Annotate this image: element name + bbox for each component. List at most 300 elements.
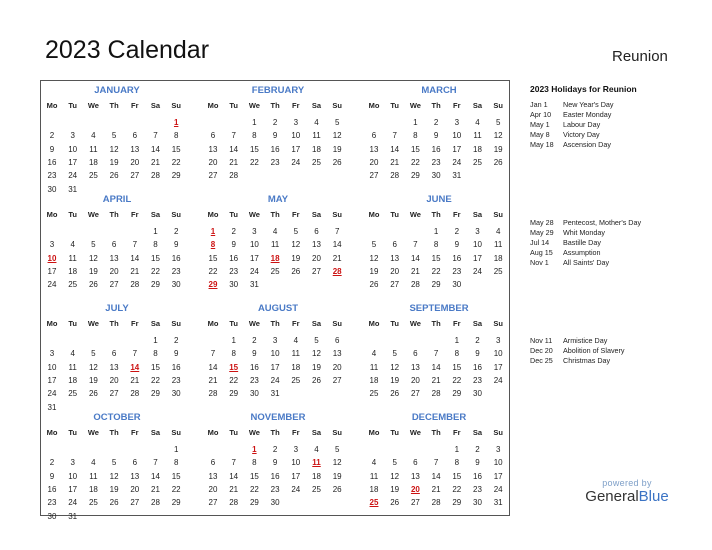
weekday-header: Th [109,101,119,110]
calendar-day: 18 [369,375,379,385]
calendar-day: 28 [151,498,160,508]
calendar-day: 4 [475,118,480,127]
weekday-header: Sa [311,319,322,328]
calendar-day: 19 [332,471,342,481]
calendar-day: 14 [410,253,420,263]
calendar-day: 27 [130,171,140,181]
calendar-day: 25 [493,266,503,276]
calendar-day: 9 [272,458,278,468]
calendar-day: 26 [312,375,321,385]
calendar-day: 20 [208,484,218,494]
calendar-day: 15 [249,471,259,481]
calendar-day: 11 [494,240,503,250]
holiday-day: 29 [208,280,218,290]
calendar-day: 13 [130,471,140,481]
calendar-day: 18 [88,484,98,494]
calendar-day: 8 [433,240,439,250]
calendar-day: 8 [413,131,418,141]
powered-by-text: powered by [602,478,652,488]
weekday-header: Sa [311,101,322,110]
weekday-header: Tu [390,428,399,437]
calendar-day: 1 [173,445,179,454]
calendar-day: 30 [473,389,482,399]
weekday-header: Su [171,428,181,437]
holiday-day: 20 [410,484,420,494]
calendar-day: 23 [270,484,280,494]
holiday-name: Armistice Day [563,336,608,345]
calendar-day: 4 [495,227,501,236]
calendar-day: 16 [171,362,181,372]
calendar-day: 8 [252,131,257,141]
calendar-day: 25 [88,171,98,181]
calendar-day: 13 [130,144,140,154]
calendar-day: 3 [70,458,75,468]
calendar-day: 21 [410,266,420,276]
calendar-day: 30 [171,389,181,399]
calendar-day: 26 [88,280,98,290]
weekday-header: Th [431,101,441,110]
weekday-header: Su [332,319,342,328]
holiday-date: May 29 [530,228,554,237]
calendar-day: 7 [153,131,158,141]
calendar-day: 7 [433,458,439,468]
holiday-item [530,140,611,149]
calendar-day: 27 [410,498,420,508]
month-name: JUNE [426,194,452,205]
calendar-day: 22 [249,484,259,494]
calendar-day: 11 [473,131,482,141]
calendar-day: 30 [47,184,57,194]
weekday-header: We [87,210,99,219]
calendar-day: 24 [493,484,503,494]
calendar-day: 7 [413,240,418,250]
calendar-day: 9 [252,349,257,359]
calendar-day: 3 [475,227,480,236]
holiday-item [530,218,641,227]
calendar-day: 15 [171,144,181,154]
month-name: MARCH [421,85,457,96]
calendar-day: 4 [293,336,299,345]
calendar-day: 31 [249,280,259,290]
calendar-day: 24 [68,171,78,181]
holiday-date: Apr 10 [530,110,552,119]
calendar-day: 27 [109,280,119,290]
calendar-day: 14 [130,253,140,263]
weekday-header: We [248,319,260,328]
weekday-header: Th [431,428,441,437]
calendar-day: 17 [291,471,301,481]
calendar-day: 11 [369,362,379,372]
weekday-header: Th [109,210,119,219]
month-name: JANUARY [94,85,140,96]
weekday-header: Fr [131,210,139,219]
weekday-header: Mo [46,101,58,110]
calendar-day: 23 [47,171,57,181]
weekday-header: Mo [368,101,380,110]
calendar-day: 29 [249,498,259,508]
calendar-day: 18 [369,484,379,494]
calendar-day: 12 [332,458,342,468]
calendar-day: 4 [371,349,377,359]
calendar-day: 2 [173,336,179,345]
calendar-day: 22 [431,266,441,276]
calendar-day: 11 [312,131,321,141]
calendar-day: 7 [392,131,397,141]
calendar-day: 12 [390,362,400,372]
calendar-day: 29 [229,389,239,399]
calendar-day: 14 [151,144,160,154]
holiday-name: Whit Monday [563,228,605,237]
calendar-day: 10 [68,471,78,481]
calendar-day: 9 [454,240,460,250]
calendar-day: 13 [410,471,420,481]
calendar-day: 23 [171,266,181,276]
calendar-day: 7 [132,240,138,250]
calendar-day: 5 [314,336,319,345]
holiday-date: Dec 25 [530,356,553,365]
calendar-day: 28 [410,280,420,290]
weekday-header: Su [171,210,181,219]
calendar-day: 29 [410,171,420,181]
calendar-day: 9 [272,131,278,141]
month-name: NOVEMBER [250,412,306,423]
holidays-heading: 2023 Holidays for Reunion [530,84,637,94]
calendar-day: 6 [413,458,418,468]
calendar-day: 2 [433,118,439,127]
calendar-day: 22 [171,157,181,167]
calendar-day: 27 [312,266,321,276]
calendar-day: 19 [390,375,400,385]
weekday-header: We [409,428,421,437]
calendar-day: 23 [431,157,441,167]
weekday-header: Su [171,319,181,328]
calendar-day: 21 [431,375,441,385]
holiday-date: Dec 20 [530,346,553,355]
weekday-header: Th [431,319,441,328]
weekday-header: We [409,101,421,110]
calendar-day: 9 [475,458,480,468]
calendar-day: 11 [369,471,379,481]
calendar-day: 1 [433,227,439,236]
calendar-day: 4 [70,349,75,359]
calendar-day: 5 [91,240,96,250]
calendar-day: 8 [173,131,179,141]
calendar-day: 11 [68,362,77,372]
calendar-day: 6 [210,458,216,468]
calendar-day: 6 [392,240,397,250]
calendar-day: 15 [249,144,259,154]
calendar-day: 13 [410,362,420,372]
holiday-name: Pentecost, Mother's Day [563,218,642,227]
country-label: Reunion [612,48,668,65]
calendar-day: 24 [291,157,301,167]
weekday-header: Tu [229,210,238,219]
calendar-day: 22 [151,266,160,276]
weekday-header: Sa [311,210,322,219]
calendar-day: 20 [109,375,119,385]
month-name: MAY [267,194,289,205]
weekday-header: Su [332,210,342,219]
weekday-header: Tu [229,428,238,437]
calendar-day: 29 [171,171,181,181]
calendar-day: 10 [270,349,280,359]
calendar-day: 5 [495,118,501,127]
calendar-day: 7 [231,458,236,468]
calendar-day: 12 [312,349,321,359]
calendar-day: 8 [454,458,460,468]
holiday-date: May 8 [530,130,550,139]
calendar-day: 28 [229,171,239,181]
calendar-day: 17 [47,266,57,276]
month-name: JULY [105,303,129,314]
holiday-date: Nov 1 [530,258,549,267]
calendar-day: 2 [475,336,480,345]
calendar-day: 5 [334,445,340,454]
calendar-day: 25 [270,266,280,276]
calendar-day: 1 [413,118,418,127]
weekday-header: Tu [390,210,399,219]
calendar-day: 15 [151,362,160,372]
calendar-day: 20 [130,157,140,167]
calendar-day: 19 [88,375,98,385]
calendar-day: 26 [493,157,503,167]
calendar-day: 24 [452,157,462,167]
weekday-header: We [409,319,421,328]
calendar-day: 25 [68,280,78,290]
brand-accent: Blue [638,488,669,505]
calendar-day: 9 [475,349,480,359]
holiday-date: Aug 15 [530,248,553,257]
calendar-day: 2 [475,445,480,454]
calendar-day: 18 [291,362,301,372]
holiday-name: Assumption [563,248,601,257]
calendar-day: 26 [332,484,342,494]
holiday-day: 8 [210,240,216,250]
calendar-day: 9 [231,240,236,250]
weekday-header: We [248,428,260,437]
holiday-item [530,258,609,267]
calendar-day: 23 [270,157,280,167]
calendar-day: 16 [452,253,462,263]
calendar-day: 29 [452,498,462,508]
holiday-name: Christmas Day [563,356,611,365]
weekday-header: Tu [68,210,77,219]
calendar-day: 6 [413,349,418,359]
calendar-day: 10 [291,458,301,468]
weekday-header: Sa [150,101,161,110]
calendar-day: 27 [369,171,379,181]
calendar-day: 29 [151,280,160,290]
calendar-day: 13 [208,144,218,154]
weekday-header: Fr [131,319,139,328]
calendar-day: 26 [109,498,119,508]
calendar-day: 14 [431,471,441,481]
calendar-day: 12 [332,131,342,141]
calendar-day: 16 [270,144,280,154]
calendar-day: 5 [371,240,377,250]
calendar-day: 23 [473,375,482,385]
calendar-day: 3 [70,131,75,141]
calendar-day: 10 [452,131,462,141]
calendar-day: 12 [88,253,98,263]
calendar-day: 1 [252,118,257,127]
calendar-day: 12 [291,240,301,250]
calendar-day: 18 [473,144,482,154]
calendar-day: 3 [252,227,257,236]
calendar-day: 24 [270,375,280,385]
calendar-day: 1 [153,227,158,236]
calendar-day: 21 [130,266,140,276]
calendar-day: 22 [410,157,420,167]
weekday-header: Tu [390,101,399,110]
calendar-day: 19 [88,266,98,276]
holiday-date: May 28 [530,218,554,227]
calendar-day: 7 [153,458,158,468]
calendar-day: 15 [431,253,441,263]
holiday-item [530,130,600,139]
calendar-day: 12 [493,131,503,141]
calendar-day: 30 [47,511,57,521]
calendar-day: 23 [47,498,57,508]
brand-name [584,488,670,505]
holiday-name: Labour Day [563,120,601,129]
calendar-day: 30 [171,280,181,290]
calendar-day: 7 [334,227,340,236]
holiday-name: All Saints' Day [563,258,610,267]
calendar-day: 26 [369,280,379,290]
calendar-day: 26 [332,157,342,167]
holiday-date: Jul 14 [530,238,550,247]
calendar-day: 1 [454,336,460,345]
calendar-day: 20 [332,362,342,372]
calendar-day: 17 [452,144,462,154]
calendar-day: 18 [312,144,321,154]
calendar-day: 26 [109,171,119,181]
calendar-day: 4 [371,458,377,468]
calendar-day: 20 [208,157,218,167]
weekday-header: Sa [311,428,322,437]
calendar-day: 23 [249,375,259,385]
calendar-day: 30 [431,171,441,181]
weekday-header: We [87,101,99,110]
calendar-day: 10 [493,458,503,468]
calendar-day: 19 [390,484,400,494]
calendar-day: 27 [208,171,218,181]
calendar-day: 12 [390,471,400,481]
brand-logo[interactable] [584,478,670,505]
calendar-day: 7 [210,349,216,359]
calendar-day: 25 [68,389,78,399]
calendar-day: 23 [171,375,181,385]
weekday-header: Mo [207,210,219,219]
brand-main: General [585,488,639,505]
calendar-day: 6 [111,349,117,359]
calendar-day: 2 [252,336,257,345]
calendar-day: 2 [231,227,236,236]
calendar-day: 12 [88,362,98,372]
calendar-day: 4 [314,445,319,454]
holiday-date: Jan 1 [530,100,548,109]
calendar-day: 24 [249,266,259,276]
calendar-day: 21 [229,157,239,167]
holiday-item [530,228,605,237]
calendar-day: 12 [369,253,379,263]
calendar-day: 11 [89,471,98,481]
calendar-day: 10 [291,131,301,141]
weekday-header: Fr [292,319,300,328]
month-name: FEBRUARY [251,85,305,96]
calendar-day: 27 [130,498,140,508]
calendar-day: 29 [151,389,160,399]
weekday-header: Mo [46,319,58,328]
calendar-day: 7 [231,131,236,141]
calendar-day: 9 [49,144,55,154]
calendar-day: 4 [272,227,278,236]
calendar-day: 16 [47,157,57,167]
calendar-day: 13 [109,362,119,372]
calendar-day: 4 [91,131,96,141]
calendar-day: 6 [210,131,216,141]
calendar-day: 6 [314,227,319,236]
weekday-header: Sa [472,101,483,110]
calendar-day: 17 [270,362,280,372]
calendar-day: 3 [272,336,278,345]
calendar-day: 17 [473,253,482,263]
calendar-day: 12 [109,144,119,154]
calendar-day: 14 [390,144,400,154]
calendar-day: 22 [171,484,181,494]
calendar-day: 17 [68,484,78,494]
calendar-day: 9 [433,131,439,141]
calendar-day: 26 [390,498,400,508]
calendar-day: 18 [312,471,321,481]
calendar-day: 27 [208,498,218,508]
holiday-item [530,356,610,365]
calendar-day: 11 [68,253,77,263]
calendar-day: 5 [334,118,340,127]
holiday-day: 25 [369,498,379,508]
weekday-header: Su [171,101,181,110]
weekday-header: Tu [68,101,77,110]
calendar-day: 11 [89,144,98,154]
calendar-day: 22 [452,375,462,385]
calendar-day: 10 [68,144,78,154]
calendar-day: 28 [390,171,400,181]
calendar-day: 2 [49,131,55,141]
calendar-day: 27 [390,280,400,290]
holiday-name: New Year's Day [563,100,614,109]
weekday-header: Sa [472,319,483,328]
calendar-day: 22 [249,157,259,167]
calendar-day: 13 [312,240,321,250]
weekday-header: We [248,210,260,219]
holiday-date: Nov 11 [530,336,553,345]
calendar-day: 18 [68,266,78,276]
calendar-day: 10 [493,349,503,359]
calendar-day: 31 [270,389,280,399]
weekday-header: Fr [131,428,139,437]
calendar-day: 12 [109,471,119,481]
holiday-item [530,100,614,109]
calendar-day: 2 [454,227,460,236]
calendar-day: 11 [270,240,280,250]
weekday-header: Tu [68,319,77,328]
calendar-day: 17 [47,375,57,385]
calendar-day: 8 [231,349,236,359]
calendar-day: 5 [111,131,117,141]
calendar-day: 2 [49,458,55,468]
holiday-day: 11 [312,458,321,468]
